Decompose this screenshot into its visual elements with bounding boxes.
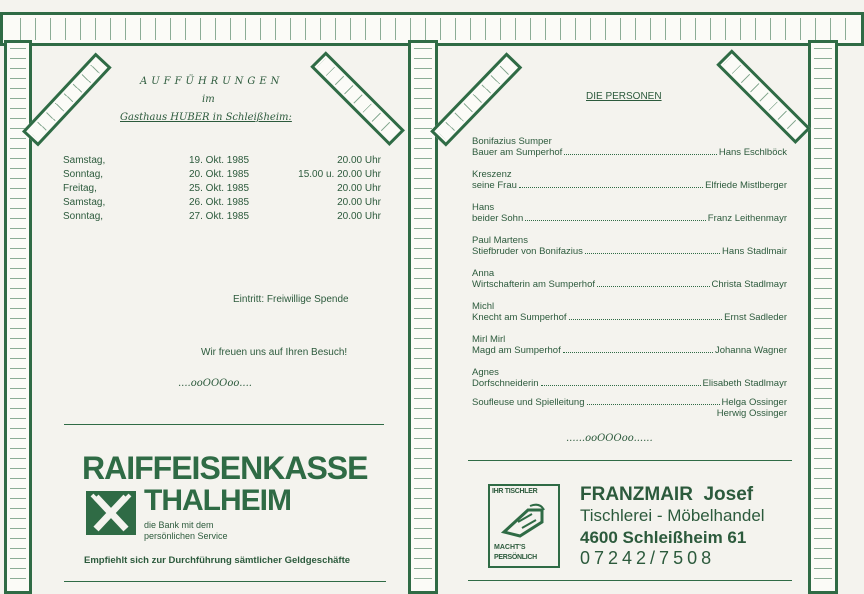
right-rule-bottom: [468, 580, 792, 581]
schedule-row: Samstag, 19. Okt. 1985 20.00 Uhr: [63, 155, 381, 166]
persons-heading: DIE PERSONEN: [586, 91, 662, 102]
right-post: [808, 40, 838, 594]
logo-top-text: IHR TISCHLER: [492, 488, 538, 495]
company-name: FRANZMAIR Josef: [580, 484, 754, 505]
performances-heading: AUFFÜHRUNGEN: [140, 76, 284, 87]
right-rule-top: [468, 460, 792, 461]
left-divider: ....ooOOOoo....: [178, 378, 252, 389]
left-rule-top: [64, 424, 384, 425]
welcome-text: Wir freuen uns auf Ihren Besuch!: [201, 347, 348, 358]
brace-left-1: [22, 53, 112, 147]
logo-bottom-text-2: PERSÖNLICH: [494, 554, 537, 561]
center-post: [408, 40, 438, 594]
company-trade: Tischlerei - Möbelhandel: [580, 506, 765, 525]
right-divider: ......ooOOOoo......: [566, 433, 653, 444]
venue-line: Gasthaus HUBER in Schleißheim:: [120, 112, 292, 123]
schedule-row: Sonntag, 27. Okt. 1985 20.00 Uhr: [63, 211, 381, 222]
plane-icon: [500, 502, 550, 540]
cast-entry: Anna Wirtschafterin am Sumperhof Christa Stadlmayr: [472, 268, 787, 290]
company-city: 4600 Schleißheim 61: [580, 528, 747, 547]
cast-entry: Paul Martens Stiefbruder von Bonifazius Hans Stadlmair: [472, 235, 787, 257]
schedule-row: Sonntag, 20. Okt. 1985 15.00 u. 20.00 Uhr: [63, 169, 381, 180]
raiffeisen-name: RAIFFEISENKASSE: [82, 450, 368, 486]
cast-entry-prompter: Soufleuse und Spielleitung Helga Ossinger Herwig Ossinger: [472, 397, 787, 419]
brace-right-1: [430, 52, 522, 146]
logo-bottom-text-1: MACHT'S: [494, 544, 526, 551]
raiffeisen-logo-icon: [86, 491, 136, 535]
cast-entry: Hans beider Sohn Franz Leithenmayr: [472, 202, 787, 224]
company-phone: 07242/7508: [580, 548, 716, 568]
tischler-logo: [488, 484, 560, 568]
cast-list: [472, 136, 787, 419]
brace-right-2: [716, 49, 811, 144]
raiffeisen-tagline-2: persönlichen Service: [144, 531, 228, 541]
left-rule-bottom: [64, 581, 386, 582]
cast-entry: Michl Knecht am Sumperhof Ernst Sadleder: [472, 301, 787, 323]
raiffeisen-location: THALHEIM: [144, 484, 291, 517]
left-post: [4, 40, 32, 594]
schedule-table: [63, 155, 381, 225]
brace-left-2: [310, 51, 405, 146]
cast-entry: Mirl Mirl Magd am Sumperhof Johanna Wagner: [472, 334, 787, 356]
cast-entry: Bonifazius Sumper Bauer am Sumperhof Hans Eschlböck: [472, 136, 787, 158]
raiffeisen-tagline-1: die Bank mit dem: [144, 520, 214, 530]
raiffeisen-footer: Empfiehlt sich zur Durchführung sämtlicher Geldgeschäfte: [84, 555, 351, 566]
schedule-row: Freitag, 25. Okt. 1985 20.00 Uhr: [63, 183, 381, 194]
admission-text: Eintritt: Freiwillige Spende: [233, 294, 349, 305]
schedule-row: Samstag, 26. Okt. 1985 20.00 Uhr: [63, 197, 381, 208]
cast-entry: Kreszenz seine Frau Elfriede Mistlberger: [472, 169, 787, 191]
performances-im: im: [202, 94, 215, 105]
cast-entry: Agnes Dorfschneiderin Elisabeth Stadlmayr: [472, 367, 787, 389]
